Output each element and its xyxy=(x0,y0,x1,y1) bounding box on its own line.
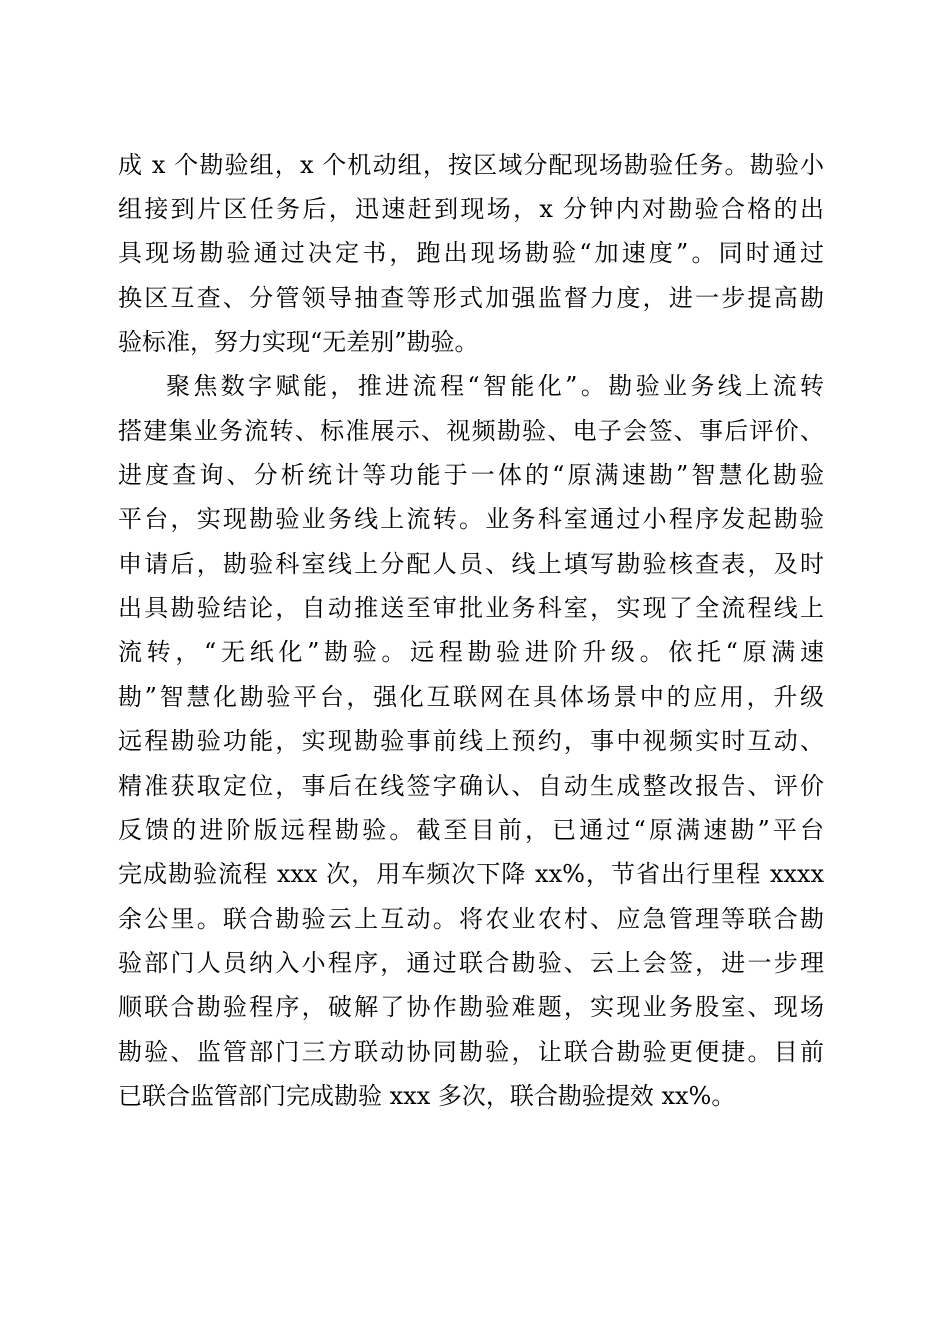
text-line: 勘”智慧化勘验平台，强化互联网在具体场景中的应用，升级 xyxy=(118,683,824,711)
text-line: 换区互查、分管领导抽查等形式加强监督力度，进一步提高勘 xyxy=(118,284,824,312)
paragraph-first-line: 聚焦数字赋能，推进流程“智能化”。勘验业务线上流转 xyxy=(166,372,824,400)
text-line: 进度查询、分析统计等功能于一体的“原满速勘”智慧化勘验 xyxy=(118,461,824,489)
text-line: 平台，实现勘验业务线上流转。业务科室通过小程序发起勘验 xyxy=(118,505,824,533)
text-line: 顺联合勘验程序，破解了协作勘验难题，实现业务股室、现场 xyxy=(118,993,824,1021)
text-line: 已联合监管部门完成勘验 xxx 多次，联合勘验提效 xx%。 xyxy=(118,1082,736,1110)
text-line: 搭建集业务流转、标准展示、视频勘验、电子会签、事后评价、 xyxy=(118,417,824,445)
text-line: 远程勘验功能，实现勘验事前线上预约，事中视频实时互动、 xyxy=(118,727,824,755)
text-line: 流转，“无纸化”勘验。远程勘验进阶升级。依托“原满速 xyxy=(118,638,824,666)
text-line: 勘验、监管部门三方联动协同勘验，让联合勘验更便捷。目前 xyxy=(118,1038,824,1066)
text-line: 验标准，努力实现“无差别”勘验。 xyxy=(118,328,479,356)
text-line: 组接到片区任务后，迅速赶到现场，x 分钟内对勘验合格的出 xyxy=(118,195,824,223)
text-line: 精准获取定位，事后在线签字确认、自动生成整改报告、评价 xyxy=(118,772,824,800)
text-line: 余公里。联合勘验云上互动。将农业农村、应急管理等联合勘 xyxy=(118,905,824,933)
text-line: 完成勘验流程 xxx 次，用车频次下降 xx%，节省出行里程 xxxx xyxy=(118,860,824,888)
text-line: 反馈的进阶版远程勘验。截至目前，已通过“原满速勘”平台 xyxy=(118,816,824,844)
text-line: 成 x 个勘验组，x 个机动组，按区域分配现场勘验任务。勘验小 xyxy=(118,151,824,179)
text-line: 验部门人员纳入小程序，通过联合勘验、云上会签，进一步理 xyxy=(118,949,824,977)
text-line: 具现场勘验通过决定书，跑出现场勘验“加速度”。同时通过 xyxy=(118,239,824,267)
text-line: 出具勘验结论，自动推送至审批业务科室，实现了全流程线上 xyxy=(118,594,824,622)
text-line: 申请后，勘验科室线上分配人员、线上填写勘验核查表，及时 xyxy=(118,550,824,578)
